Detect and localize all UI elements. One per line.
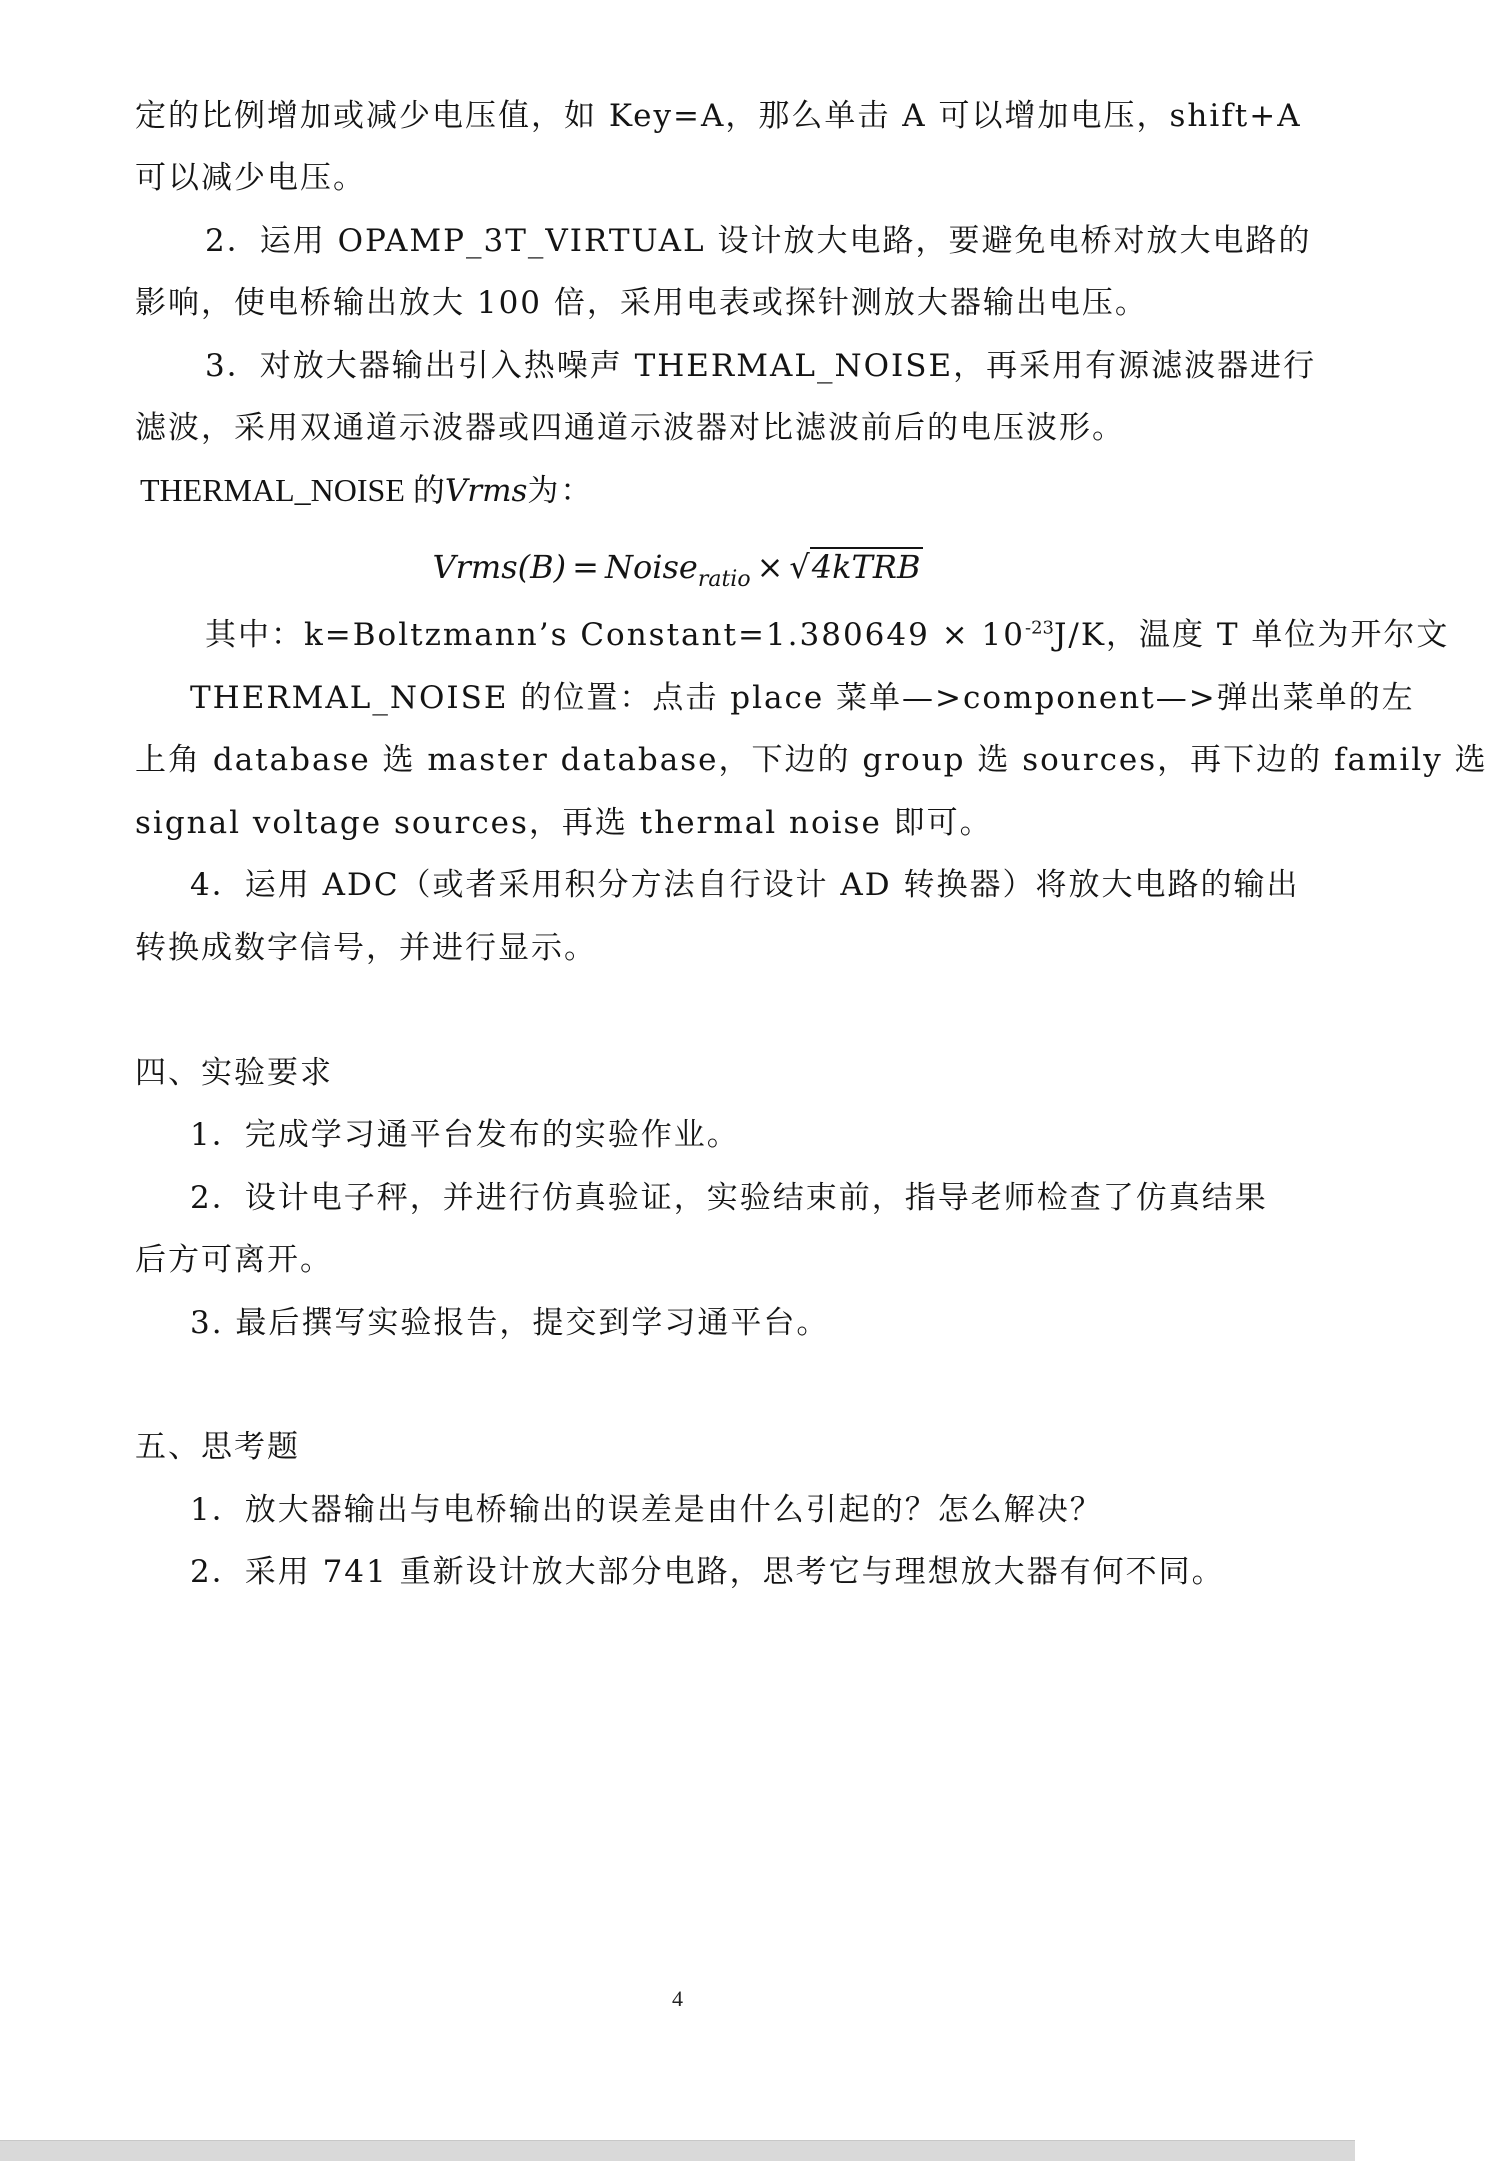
paragraph-line: signal voltage sources，再选 thermal noise 即可。 [135, 805, 993, 841]
section-heading: 五、思考题 [135, 1429, 300, 1465]
list-item-continuation: 后方可离开。 [135, 1242, 333, 1278]
paragraph-line: 定的比例增加或减少电压值，如 Key=A，那么单击 A 可以增加电压，shift+A [135, 98, 1302, 134]
sqrt-icon: √ [789, 548, 810, 586]
constant-unit-text: J/K，温度 T 单位为开尔文 [1053, 617, 1450, 653]
paragraph-line: 滤波，采用双通道示波器或四通道示波器对比滤波前后的电压波形。 [135, 410, 1125, 446]
list-item: 1．完成学习通平台发布的实验作业。 [190, 1117, 740, 1153]
noise-label: THERMAL_NOISE 的 [140, 472, 445, 508]
section-heading: 四、实验要求 [135, 1055, 333, 1091]
formula-subscript: ratio [697, 567, 751, 592]
vrms-symbol: Vrms [444, 473, 528, 509]
formula-times: × [756, 548, 784, 586]
formula-lhs: Vrms(B) [432, 548, 567, 586]
list-item: 1．放大器输出与电桥输出的误差是由什么引起的？怎么解决？ [190, 1492, 1103, 1528]
paragraph-line: 3．对放大器输出引入热噪声 THERMAL_NOISE，再采用有源滤波器进行 [205, 348, 1317, 384]
thermal-noise-formula [0, 540, 1355, 607]
formula-noise: Noise [604, 548, 698, 586]
list-item: 3. 最后撰写实验报告，提交到学习通平台。 [190, 1305, 830, 1341]
paragraph-line: 2．运用 OPAMP_3T_VIRTUAL 设计放大电路，要避免电桥对放大电路的 [205, 223, 1312, 259]
list-item: 2．设计电子秤，并进行仿真验证，实验结束前，指导老师检查了仿真结果 [190, 1180, 1268, 1216]
exponent: -23 [1024, 617, 1054, 639]
paragraph-line: 可以减少电压。 [135, 160, 366, 196]
formula-sqrt [789, 540, 922, 594]
paragraph-line [140, 470, 593, 511]
viewer-bottom-bar [0, 2140, 1355, 2161]
colon-text: 为： [527, 473, 594, 509]
formula-equals: = [572, 548, 599, 586]
paragraph-line: 上角 database 选 master database，下边的 group 选 sources，再下边的 family 选 [135, 742, 1488, 778]
paragraph-line: THERMAL_NOISE 的位置：点击 place 菜单—>component—>弹出菜单的左 [190, 680, 1415, 716]
list-item: 2．采用 741 重新设计放大部分电路，思考它与理想放大器有何不同。 [190, 1554, 1225, 1590]
paragraph-line: 4．运用 ADC（或者采用积分方法自行设计 AD 转换器）将放大电路的输出 [190, 867, 1300, 903]
page-number: 4 [672, 1986, 683, 2011]
paragraph-line: 影响，使电桥输出放大 100 倍，采用电表或探针测放大器输出电压。 [135, 285, 1148, 321]
paragraph-line: 转换成数字信号，并进行显示。 [135, 930, 597, 966]
formula-radicand: 4kTRB [811, 548, 921, 586]
paragraph-line [205, 615, 1449, 655]
constant-text: 其中：k=Boltzmann’s Constant=1.380649 × 10 [205, 617, 1025, 653]
